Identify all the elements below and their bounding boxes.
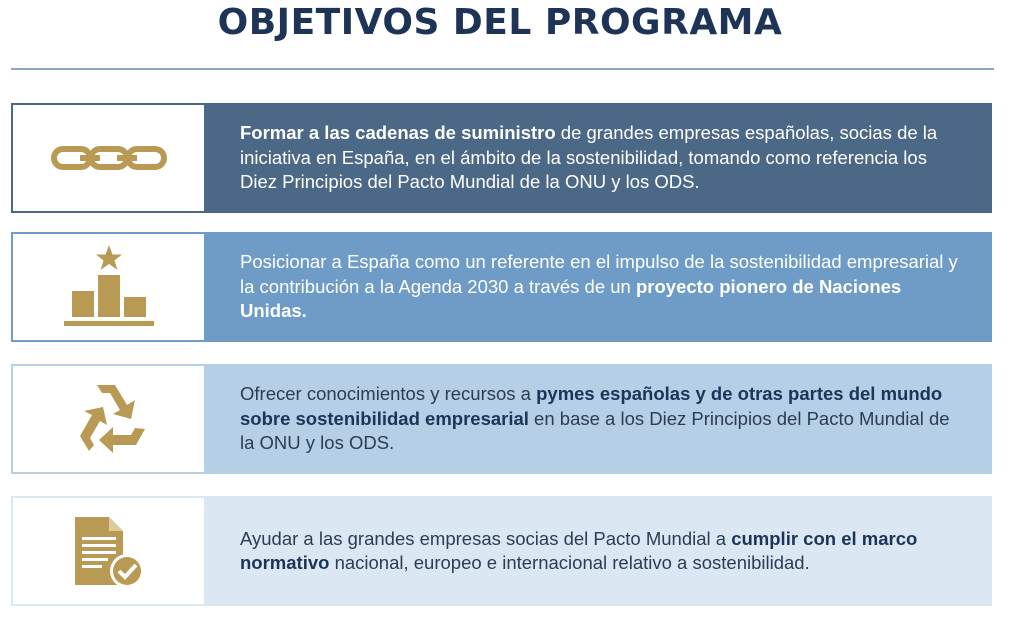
objective-body: Ofrecer conocimientos y recursos a <box>240 383 537 405</box>
objective-icon-box <box>11 103 206 213</box>
objective-text <box>206 232 992 342</box>
objective-body: Posicionar a España como un referente en el impulso de la sostenibilidad empresarial y la contribución a la Agenda 2030 a través de un <box>240 251 958 297</box>
document-check-icon <box>69 511 149 591</box>
objective-body: en base a los Diez Principios del Pacto Mundial de la ONU y los ODS. <box>240 407 950 454</box>
objective-icon-box <box>11 364 206 474</box>
objective-row-4 <box>11 496 992 606</box>
objective-bold: cumplir con el marco normativo <box>240 527 918 573</box>
objective-text <box>206 103 992 213</box>
podium-star-icon <box>62 245 156 329</box>
chain-icon <box>50 138 168 178</box>
objective-body: Ayudar a las grandes empresas socias del Pacto Mundial a <box>240 527 732 549</box>
objective-body: nacional, europeo e internacional relativo a sostenibilidad. <box>329 552 810 573</box>
objective-icon-box <box>11 496 206 606</box>
objective-row-2 <box>11 232 992 342</box>
recycle-icon <box>69 381 149 457</box>
objective-row-3 <box>11 364 992 474</box>
objective-text <box>206 364 992 474</box>
objective-bold: pymes españolas y de otras partes del mundo sobre sostenibilidad empresarial <box>240 383 943 429</box>
page-title: OBJETIVOS DEL PROGRAMA <box>217 2 783 43</box>
objective-body: de grandes empresas españolas, socias de la iniciativa en España, en el ámbito de la sostenibilidad, tomando como referencia los Diez Principios del Pacto Mundial de la ONU y los ODS. <box>240 122 938 193</box>
objective-bold: proyecto pionero de Naciones Unidas. <box>240 275 902 322</box>
objective-bold: Formar a las cadenas de suministro <box>240 122 556 144</box>
objective-icon-box <box>11 232 206 342</box>
objective-text <box>206 496 992 606</box>
objective-row-1 <box>11 103 992 213</box>
title-divider <box>11 68 994 70</box>
